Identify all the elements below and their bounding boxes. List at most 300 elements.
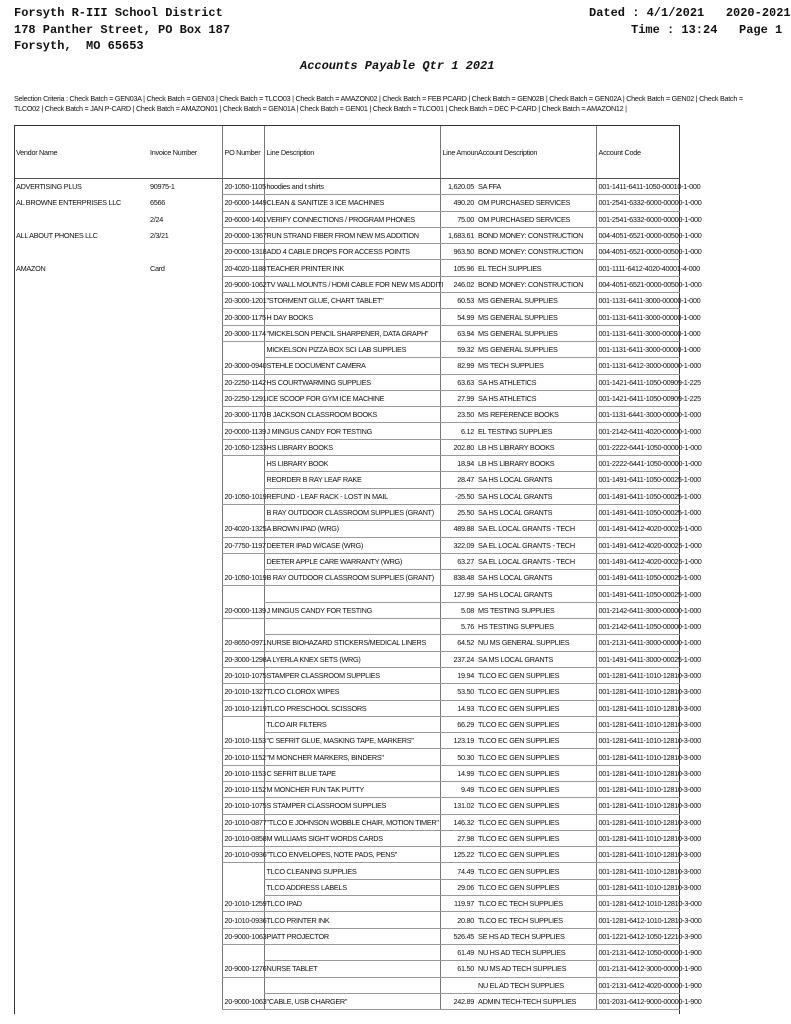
account-code-cell: 001-1281-6411-1010-12810-3-000: [596, 700, 680, 716]
table-row: [14, 928, 680, 944]
po-cell: 20-9000-1276: [222, 961, 264, 977]
account-code-cell: 001-1491-6411-3000-00025-1-000: [596, 651, 680, 667]
account-code-cell: 001-1421-6411-1050-00909-1-225: [596, 390, 680, 406]
line-amount-cell: 27.98: [440, 830, 476, 846]
vendor-cell: [14, 456, 148, 472]
account-code-cell: 001-1111-6412-4020-40001-4-000: [596, 260, 680, 276]
invoice-cell: [148, 439, 222, 455]
invoice-cell: 2/24: [150, 214, 164, 224]
vendor-cell: [14, 993, 148, 1009]
vendor-cell: [14, 912, 148, 928]
line-amount-cell: 23.50: [440, 407, 476, 423]
col-account-description: Account Description: [476, 126, 596, 179]
account-description-cell: NU MS GENERAL SUPPLIES: [476, 635, 596, 651]
po-cell: [222, 504, 264, 520]
line-amount-cell: 25.50: [440, 504, 476, 520]
invoice-cell: 90975-1: [150, 182, 175, 192]
account-code-cell: 001-1491-6411-1050-00025-1-000: [596, 488, 680, 504]
table-row: [14, 504, 680, 520]
po-cell: [222, 944, 264, 960]
account-code-cell: 001-1281-6411-1010-12810-3-000: [596, 781, 680, 797]
account-description-cell: EL TESTING SUPPLIES: [476, 423, 596, 439]
line-amount-cell: 6.12: [440, 423, 476, 439]
table-row: [14, 293, 680, 309]
table-row: [14, 651, 680, 667]
table-row: [14, 863, 680, 879]
line-description-cell: DEETER IPAD W/CASE (WRG): [264, 537, 440, 553]
po-cell: 20-1050-1233: [222, 439, 264, 455]
line-amount-cell: 14.93: [440, 700, 476, 716]
invoice-cell: [148, 993, 222, 1009]
table-row: [14, 684, 680, 700]
line-description-cell: A LYERLA KNEX SETS (WRG): [264, 651, 440, 667]
account-description-cell: SE HS AD TECH SUPPLIES: [476, 928, 596, 944]
account-code-cell: 001-1281-6411-1010-12810-3-000: [596, 765, 680, 781]
po-cell: 20-0000-1367: [222, 227, 264, 243]
line-description-cell: ADD 4 CABLE DROPS FOR ACCESS POINTS: [264, 244, 440, 260]
line-description-cell: STAMPER CLASSROOM SUPPLIES: [264, 667, 440, 683]
line-description-cell: DEETER APPLE CARE WARRANTY (WRG): [264, 553, 440, 569]
account-description-cell: TLCO EC GEN SUPPLIES: [476, 830, 596, 846]
vendor-cell: AMAZON: [16, 263, 46, 273]
table-row: [14, 700, 680, 716]
line-amount-cell: 526.45: [440, 928, 476, 944]
account-code-cell: 001-1131-6411-3000-00000-1-000: [596, 309, 680, 325]
account-code-cell: 004-4051-6521-0000-00500-1-000: [596, 244, 680, 260]
po-cell: [222, 553, 264, 569]
po-cell: 20-1050-1019: [222, 570, 264, 586]
account-description-cell: OM PURCHASED SERVICES: [476, 211, 596, 227]
line-amount-cell: 63.27: [440, 553, 476, 569]
line-description-cell: M WILLIAMS SIGHT WORDS CARDS: [264, 830, 440, 846]
account-code-cell: 001-1281-6411-1010-12810-3-000: [596, 667, 680, 683]
account-code-cell: 001-1281-6411-1010-12810-3-000: [596, 749, 680, 765]
vendor-cell: [14, 570, 148, 586]
invoice-cell: [148, 504, 222, 520]
account-description-cell: MS GENERAL SUPPLIES: [476, 309, 596, 325]
line-amount-cell: 123.19: [440, 733, 476, 749]
vendor-cell: [14, 211, 148, 227]
table-row: [14, 244, 680, 260]
vendor-cell: ALL ABOUT PHONES LLC: [16, 231, 98, 241]
line-description-cell: S STAMPER CLASSROOM SUPPLIES: [264, 798, 440, 814]
table-row: [14, 830, 680, 846]
line-description-cell: RUN STRAND FIBER FROM NEW MS ADDITION: [264, 227, 440, 243]
account-description-cell: NU HS AD TECH SUPPLIES: [476, 944, 596, 960]
account-description-cell: TLCO EC GEN SUPPLIES: [476, 716, 596, 732]
account-description-cell: SA EL LOCAL GRANTS - TECH: [476, 537, 596, 553]
account-description-cell: NU MS AD TECH SUPPLIES: [476, 961, 596, 977]
table-row: [14, 390, 680, 406]
line-description-cell: HS LIBRARY BOOKS: [264, 439, 440, 455]
line-description-cell: HS COURTWARMING SUPPLIES: [264, 374, 440, 390]
account-description-cell: SA FFA: [476, 179, 596, 195]
vendor-cell: [14, 341, 148, 357]
line-description-cell: B JACKSON CLASSROOM BOOKS: [264, 407, 440, 423]
vendor-cell: [14, 961, 148, 977]
table-row: [14, 896, 680, 912]
account-code-cell: 001-1281-6411-1010-12810-3-000: [596, 733, 680, 749]
line-description-cell: "MICKELSON PENCIL SHARPENER, DATA GRAPH": [264, 325, 440, 341]
po-cell: 20-0000-1318: [222, 244, 264, 260]
account-code-cell: 001-1491-6412-4020-00025-1-000: [596, 537, 680, 553]
vendor-cell: [14, 358, 148, 374]
po-cell: 20-3000-1201: [222, 293, 264, 309]
vendor-cell: [14, 781, 148, 797]
table-row: [14, 195, 680, 211]
invoice-cell: [148, 928, 222, 944]
line-amount-cell: 838.48: [440, 570, 476, 586]
district-city: Forsyth, MO 65653: [14, 39, 144, 53]
line-amount-cell: 119.97: [440, 896, 476, 912]
account-code-cell: 001-1281-6411-1010-12810-3-000: [596, 798, 680, 814]
table-row: [14, 798, 680, 814]
line-description-cell: [264, 944, 440, 960]
table-row: [14, 423, 680, 439]
account-description-cell: MS REFERENCE BOOKS: [476, 407, 596, 423]
table-row: [14, 944, 680, 960]
line-description-cell: "STORMENT GLUE, CHART TABLET": [264, 293, 440, 309]
line-amount-cell: 20.80: [440, 912, 476, 928]
po-cell: [222, 879, 264, 895]
line-description-cell: HS LIBRARY BOOK: [264, 456, 440, 472]
account-description-cell: SA HS LOCAL GRANTS: [476, 570, 596, 586]
po-cell: 20-1010-1219: [222, 700, 264, 716]
table-row: [14, 325, 680, 341]
invoice-cell: [148, 553, 222, 569]
account-code-cell: 001-1281-6411-1010-12810-3-000: [596, 830, 680, 846]
vendor-cell: [14, 830, 148, 846]
invoice-cell: [148, 358, 222, 374]
line-amount-cell: 66.29: [440, 716, 476, 732]
account-code-cell: 001-2131-6412-1050-00000-1-900: [596, 944, 680, 960]
account-description-cell: MS TESTING SUPPLIES: [476, 602, 596, 618]
line-description-cell: TLCO PRESCHOOL SCISSORS: [264, 700, 440, 716]
invoice-cell: [148, 944, 222, 960]
line-description-cell: C SEFRIT BLUE TAPE: [264, 765, 440, 781]
table-row: [14, 553, 680, 569]
po-cell: 20-3000-1174: [222, 325, 264, 341]
account-code-cell: 001-1491-6411-1050-00025-1-000: [596, 570, 680, 586]
invoice-cell: [148, 586, 222, 602]
account-description-cell: MS GENERAL SUPPLIES: [476, 293, 596, 309]
account-code-cell: 001-1281-6411-1010-12810-3-000: [596, 879, 680, 895]
invoice-cell: [148, 374, 222, 390]
vendor-cell: [14, 684, 148, 700]
line-amount-cell: 61.49: [440, 944, 476, 960]
vendor-cell: [14, 553, 148, 569]
vendor-cell: [14, 651, 148, 667]
line-amount-cell: 242.89: [440, 993, 476, 1009]
account-code-cell: 001-1131-6441-3000-00000-1-000: [596, 407, 680, 423]
line-description-cell: TLCO ADDRESS LABELS: [264, 879, 440, 895]
line-description-cell: "M MONCHER MARKERS, BINDERS": [264, 749, 440, 765]
account-code-cell: 001-2541-6332-6000-00000-1-000: [596, 195, 680, 211]
line-amount-cell: 61.50: [440, 961, 476, 977]
vendor-cell: [14, 619, 148, 635]
invoice-cell: [148, 733, 222, 749]
table-row: [14, 733, 680, 749]
account-code-cell: 001-2131-6411-3000-00000-1-000: [596, 635, 680, 651]
invoice-cell: [148, 521, 222, 537]
line-amount-cell: 54.99: [440, 309, 476, 325]
line-description-cell: STEHLE DOCUMENT CAMERA: [264, 358, 440, 374]
account-description-cell: MS GENERAL SUPPLIES: [476, 341, 596, 357]
line-description-cell: REFUND - LEAF RACK - LOST IN MAIL: [264, 488, 440, 504]
account-code-cell: 001-2142-6411-4020-00000-1-000: [596, 423, 680, 439]
account-code-cell: 001-1281-6411-1010-12810-3-000: [596, 814, 680, 830]
account-description-cell: TLCO EC TECH SUPPLIES: [476, 896, 596, 912]
line-description-cell: J MINGUS CANDY FOR TESTING: [264, 602, 440, 618]
col-line-description: Line Description: [264, 126, 440, 179]
account-code-cell: 001-1421-6411-1050-00909-1-225: [596, 374, 680, 390]
line-description-cell: B RAY OUTDOOR CLASSROOM SUPPLIES (GRANT): [264, 570, 440, 586]
po-cell: 20-1010-1327: [222, 684, 264, 700]
line-description-cell: hoodies and t shirts: [264, 179, 440, 195]
account-code-cell: 001-1281-6412-1010-12810-3-000: [596, 912, 680, 928]
vendor-cell: [14, 667, 148, 683]
po-cell: 20-1010-1075: [222, 798, 264, 814]
po-cell: 20-9000-1063: [222, 993, 264, 1009]
account-description-cell: TLCO EC GEN SUPPLIES: [476, 814, 596, 830]
account-code-cell: 001-1281-6412-1010-12810-3-000: [596, 896, 680, 912]
account-code-cell: 001-1491-6412-4020-00025-1-000: [596, 553, 680, 569]
account-description-cell: TLCO EC GEN SUPPLIES: [476, 798, 596, 814]
invoice-cell: [148, 602, 222, 618]
line-amount-cell: 28.47: [440, 472, 476, 488]
vendor-cell: [14, 847, 148, 863]
table-row: [14, 977, 680, 993]
invoice-cell: 6566: [150, 198, 166, 208]
line-amount-cell: 5.08: [440, 602, 476, 618]
account-description-cell: SA HS LOCAL GRANTS: [476, 488, 596, 504]
account-code-cell: 001-1281-6411-1010-12810-3-000: [596, 716, 680, 732]
table-row: [14, 521, 680, 537]
po-cell: 20-3000-0940: [222, 358, 264, 374]
line-amount-cell: 237.24: [440, 651, 476, 667]
line-amount-cell: 246.02: [440, 276, 476, 292]
account-description-cell: TLCO EC GEN SUPPLIES: [476, 879, 596, 895]
po-cell: 20-7750-1197: [222, 537, 264, 553]
line-description-cell: [264, 586, 440, 602]
line-amount-cell: 322.09: [440, 537, 476, 553]
line-description-cell: REORDER B RAY LEAF RAKE: [264, 472, 440, 488]
account-description-cell: TLCO EC GEN SUPPLIES: [476, 749, 596, 765]
vendor-cell: [14, 472, 148, 488]
vendor-cell: [14, 276, 148, 292]
account-description-cell: EL TECH SUPPLIES: [476, 260, 596, 276]
vendor-cell: [14, 309, 148, 325]
table-row: [14, 179, 680, 195]
line-description-cell: NURSE TABLET: [264, 961, 440, 977]
col-line-amount: Line Amoun: [440, 126, 476, 179]
account-description-cell: TLCO EC GEN SUPPLIES: [476, 700, 596, 716]
account-description-cell: BOND MONEY: CONSTRUCTION: [476, 227, 596, 243]
po-cell: 20-6000-1449: [222, 195, 264, 211]
table-row: [14, 227, 680, 243]
line-amount-cell: 963.50: [440, 244, 476, 260]
account-description-cell: SA EL LOCAL GRANTS - TECH: [476, 553, 596, 569]
invoice-cell: [148, 814, 222, 830]
po-cell: 20-1010-0858: [222, 830, 264, 846]
table-row: [14, 912, 680, 928]
line-description-cell: B RAY OUTDOOR CLASSROOM SUPPLIES (GRANT): [264, 504, 440, 520]
invoice-cell: [148, 537, 222, 553]
account-code-cell: 001-2541-6332-6000-00000-1-000: [596, 211, 680, 227]
account-description-cell: ADMIN TECH-TECH SUPPLIES: [476, 993, 596, 1009]
vendor-cell: [14, 439, 148, 455]
account-description-cell: SA HS LOCAL GRANTS: [476, 472, 596, 488]
table-header-row: [14, 126, 680, 179]
po-cell: 20-1010-0877: [222, 814, 264, 830]
line-amount-cell: 60.53: [440, 293, 476, 309]
line-amount-cell: 64.52: [440, 635, 476, 651]
col-invoice-number: Invoice Number: [148, 126, 222, 179]
line-amount-cell: 1,620.05: [440, 179, 476, 195]
po-cell: [222, 341, 264, 357]
table-row: [14, 847, 680, 863]
line-amount-cell: 75.00: [440, 211, 476, 227]
table-row: [14, 993, 680, 1009]
table-row: [14, 358, 680, 374]
line-description-cell: PIATT PROJECTOR: [264, 928, 440, 944]
po-cell: 20-3000-1175: [222, 309, 264, 325]
po-cell: 20-1010-1152: [222, 781, 264, 797]
account-code-cell: 001-1411-6411-1050-00010-1-000: [596, 179, 680, 195]
invoice-cell: [148, 244, 222, 260]
vendor-cell: [14, 863, 148, 879]
account-code-cell: 001-1491-6411-1050-00025-1-000: [596, 504, 680, 520]
report-title: Accounts Payable Qtr 1 2021: [300, 59, 495, 73]
line-description-cell: NURSE BIOHAZARD STICKERS/MEDICAL LINERS: [264, 635, 440, 651]
line-description-cell: "TLCO ENVELOPES, NOTE PADS, PENS": [264, 847, 440, 863]
line-description-cell: ICE SCOOP FOR GYM ICE MACHINE: [264, 390, 440, 406]
vendor-cell: [14, 928, 148, 944]
po-cell: [222, 586, 264, 602]
invoice-cell: [148, 863, 222, 879]
line-amount-cell: 490.20: [440, 195, 476, 211]
account-code-cell: 001-1131-6411-3000-00000-1-000: [596, 341, 680, 357]
table-row: [14, 814, 680, 830]
account-description-cell: SA HS LOCAL GRANTS: [476, 586, 596, 602]
line-amount-cell: 9.49: [440, 781, 476, 797]
line-amount-cell: [440, 977, 476, 993]
line-description-cell: TLCO CLOROX WIPES: [264, 684, 440, 700]
vendor-cell: [14, 944, 148, 960]
po-cell: 20-8650-0971: [222, 635, 264, 651]
account-code-cell: 001-1491-6411-1050-00025-1-000: [596, 472, 680, 488]
vendor-cell: [14, 325, 148, 341]
account-description-cell: TLCO EC GEN SUPPLIES: [476, 667, 596, 683]
invoice-cell: 2/3/21: [150, 231, 169, 241]
line-amount-cell: 125.22: [440, 847, 476, 863]
vendor-cell: [14, 521, 148, 537]
account-code-cell: 001-2031-6412-9000-00000-1-900: [596, 993, 680, 1009]
vendor-cell: [14, 504, 148, 520]
vendor-cell: [14, 700, 148, 716]
account-description-cell: BOND MONEY: CONSTRUCTION: [476, 276, 596, 292]
vendor-cell: [14, 244, 148, 260]
invoice-cell: [148, 847, 222, 863]
invoice-cell: [148, 390, 222, 406]
line-description-cell: A BROWN IPAD (WRG): [264, 521, 440, 537]
line-description-cell: "TLCO E JOHNSON WOBBLE CHAIR, MOTION TIMER": [264, 814, 440, 830]
po-cell: 20-2250-1142: [222, 374, 264, 390]
vendor-cell: [14, 374, 148, 390]
invoice-cell: [148, 472, 222, 488]
vendor-cell: [14, 586, 148, 602]
vendor-cell: [14, 879, 148, 895]
line-description-cell: CLEAN & SANITIZE 3 ICE MACHINES: [264, 195, 440, 211]
account-code-cell: 001-2142-6411-3000-00000-1-000: [596, 602, 680, 618]
table-row: [14, 374, 680, 390]
table-row: [14, 211, 680, 227]
account-code-cell: 001-2131-6412-3000-00000-1-900: [596, 961, 680, 977]
table-row: [14, 961, 680, 977]
account-description-cell: OM PURCHASED SERVICES: [476, 195, 596, 211]
table-row: [14, 472, 680, 488]
invoice-cell: [148, 716, 222, 732]
vendor-cell: [14, 423, 148, 439]
account-code-cell: 001-2222-6441-1050-00000-1-000: [596, 439, 680, 455]
table-row: [14, 765, 680, 781]
invoice-cell: [148, 325, 222, 341]
account-description-cell: TLCO EC GEN SUPPLIES: [476, 863, 596, 879]
account-code-cell: 001-1131-6411-3000-00000-1-000: [596, 293, 680, 309]
line-description-cell: TV WALL MOUNTS / HDMI CABLE FOR NEW MS ADDITI: [264, 276, 440, 292]
po-cell: 20-1010-0936: [222, 912, 264, 928]
invoice-cell: [148, 879, 222, 895]
vendor-cell: [14, 390, 148, 406]
po-cell: [222, 619, 264, 635]
account-description-cell: SA HS ATHLETICS: [476, 390, 596, 406]
po-cell: 20-1010-0936: [222, 847, 264, 863]
line-amount-cell: 19.94: [440, 667, 476, 683]
line-description-cell: TLCO AIR FILTERS: [264, 716, 440, 732]
district-address-block: [14, 5, 230, 55]
invoice-cell: [148, 700, 222, 716]
vendor-cell: [14, 293, 148, 309]
invoice-cell: [148, 488, 222, 504]
account-description-cell: SA HS ATHLETICS: [476, 374, 596, 390]
col-account-code: Account Code: [596, 126, 680, 179]
po-cell: 20-9000-1062: [222, 276, 264, 292]
account-description-cell: MS GENERAL SUPPLIES: [476, 325, 596, 341]
po-cell: [222, 863, 264, 879]
line-description-cell: "C SEFRIT GLUE, MASKING TAPE, MARKERS": [264, 733, 440, 749]
vendor-cell: ADVERTISING PLUS: [16, 182, 82, 192]
invoice-cell: [148, 570, 222, 586]
account-description-cell: SA MS LOCAL GRANTS: [476, 651, 596, 667]
po-cell: 20-1050-1105: [222, 179, 264, 195]
account-description-cell: SA HS LOCAL GRANTS: [476, 504, 596, 520]
line-amount-cell: 14.99: [440, 765, 476, 781]
invoice-cell: [148, 667, 222, 683]
vendor-cell: [14, 733, 148, 749]
account-code-cell: 004-4051-6521-0000-00500-1-000: [596, 227, 680, 243]
account-description-cell: TLCO EC TECH SUPPLIES: [476, 912, 596, 928]
line-amount-cell: 53.50: [440, 684, 476, 700]
table-row: [14, 260, 680, 276]
invoice-cell: [148, 977, 222, 993]
vendor-cell: [14, 765, 148, 781]
col-vendor-name: Vendor Name: [14, 126, 148, 179]
invoice-cell: [148, 896, 222, 912]
table-row: [14, 276, 680, 292]
account-code-cell: 001-1491-6412-4020-00025-1-000: [596, 521, 680, 537]
po-cell: 20-0000-1139: [222, 602, 264, 618]
table-row: [14, 602, 680, 618]
